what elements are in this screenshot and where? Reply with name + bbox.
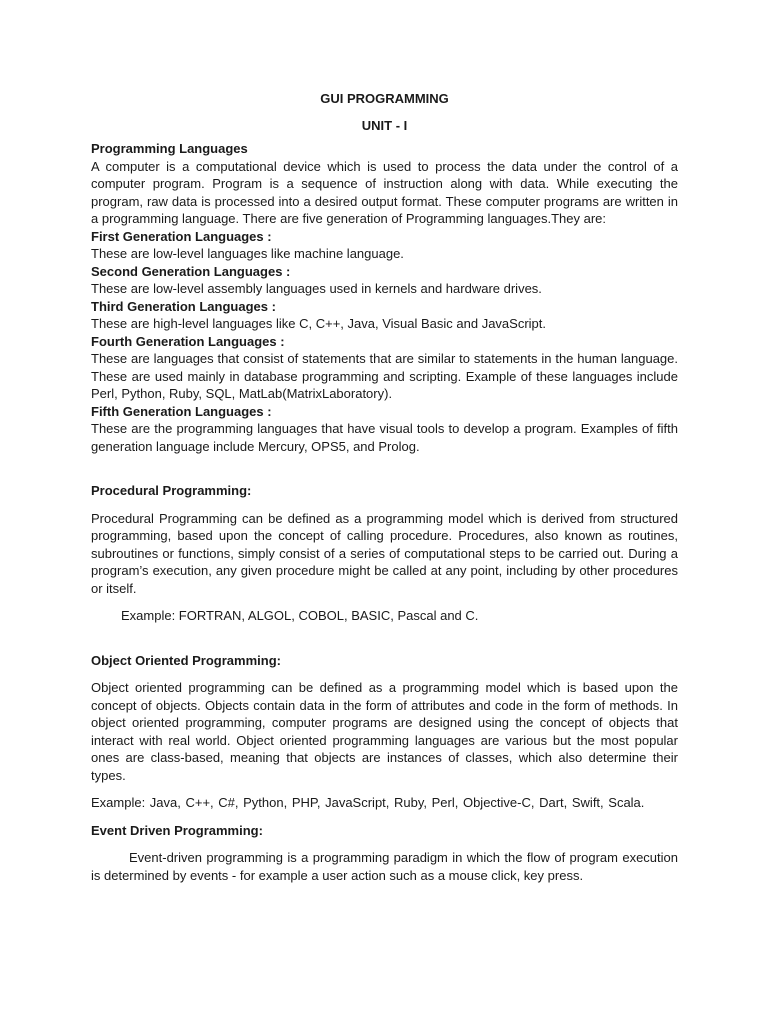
procedural-paragraph: Procedural Programming can be defined as a programming model which is derived from structured programming, based upon the concept of calling procedure. Procedures, also known as routines, subroutines or functions, simply consist of a series of computational steps to be carried out. During a program’s execution, any given procedure might be called at any point, including by other procedures or itself. bbox=[91, 510, 678, 596]
oop-paragraph: Object oriented programming can be defined as a programming model which is based upon the concept of objects. Objects contain data in the form of attributes and code in the form of methods. In object oriented programming, computer programs are designed using the concept of objects that interact with real world. Object oriented programming languages are various but the most popular ones are class-based, meaning that objects are instances of classes, which also determine their types. bbox=[91, 680, 678, 783]
procedural-example: Example: FORTRAN, ALGOL, COBOL, BASIC, Pascal and C. bbox=[121, 608, 479, 623]
gen4-text: These are languages that consist of statements that are similar to statements in the human language. These are used mainly in database programming and scripting. Example of these languages include Perl, Python, Ruby, SQL, MatLab(MatrixLaboratory). bbox=[91, 351, 678, 401]
section-heading-programming-languages: Programming Languages bbox=[91, 141, 248, 156]
gen5-text: These are the programming languages that have visual tools to develop a program. Examples of fifth generation language include Mercury, OPS5, and Prolog. bbox=[91, 421, 678, 454]
gen2-text: These are low-level assembly languages used in kernels and hardware drives. bbox=[91, 281, 542, 296]
event-driven-paragraph: Event-driven programming is a programming paradigm in which the flow of program execution is determined by events - for example a user action such as a mouse click, key press. bbox=[91, 850, 678, 883]
section-heading-event-driven: Event Driven Programming: bbox=[91, 822, 263, 838]
unit-label: UNIT - I bbox=[361, 117, 408, 133]
gen3-text: These are high-level languages like C, C++, Java, Visual Basic and JavaScript. bbox=[91, 316, 547, 331]
section-heading-procedural: Procedural Programming: bbox=[91, 483, 252, 498]
gen1-text: These are low-level languages like machine language. bbox=[91, 246, 404, 261]
gen3-heading: Third Generation Languages : bbox=[91, 298, 276, 314]
gen2-heading: Second Generation Languages : bbox=[91, 263, 291, 279]
gen4-heading: Fourth Generation Languages : bbox=[91, 333, 285, 349]
gen5-heading: Fifth Generation Languages : bbox=[91, 403, 272, 419]
section-heading-oop: Object Oriented Programming: bbox=[91, 652, 281, 668]
document-title: GUI PROGRAMMING bbox=[320, 91, 449, 106]
document-content bbox=[91, 90, 678, 884]
oop-example: Example: Java, C++, C#, Python, PHP, JavaScript, Ruby, Perl, Objective-C, Dart, Swift, Scala. bbox=[91, 795, 645, 810]
intro-paragraph: A computer is a computational device which is used to process the data under the control of a computer program. Program is a sequence of instruction along with data. While executing the program, raw data is processed into a desired output format. These computer programs are written in a programming language. There are five generation of Programming languages.They are: bbox=[91, 158, 678, 226]
gen1-heading: First Generation Languages : bbox=[91, 228, 272, 244]
